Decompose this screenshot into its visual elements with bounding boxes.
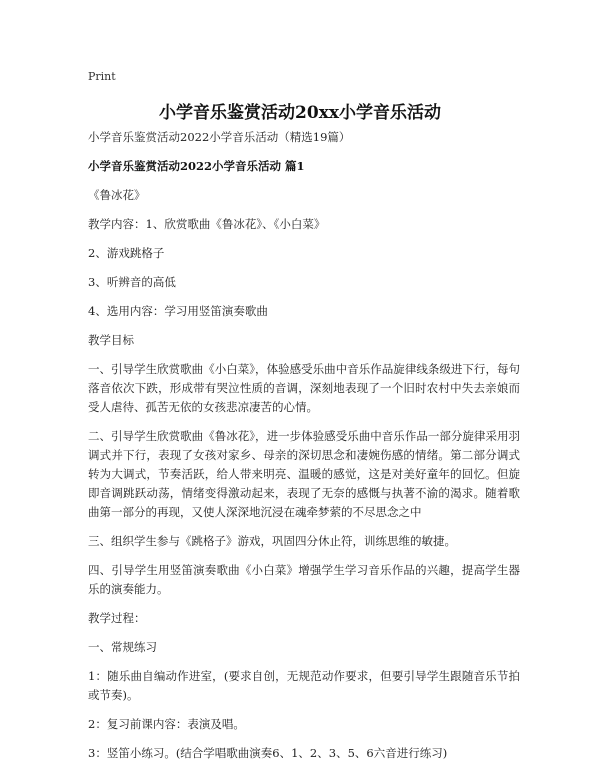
goal-paragraph-3: 三、组织学生参与《跳格子》游戏，巩固四分休止符，训练思维的敏捷。 (88, 534, 456, 548)
section-heading: 小学音乐鉴赏活动2022小学音乐活动 篇1 (88, 159, 305, 173)
goal-paragraph-1: 一、引导学生欣赏歌曲《小白菜》，体验感受乐曲中音乐作品旋律线条级进下行，每句落音依次下跌，形成带有哭泣性质的音调，深刻地表现了一个旧时农村中失去亲娘而受人虐待、孤苦无依的女孩悲凉凄苦的心情。 (88, 362, 520, 414)
page-title: 小学音乐鉴赏活动20xx小学音乐活动 (159, 103, 441, 123)
list-item-recorder: 4、选用内容：学习用竖笛演奏歌曲 (88, 304, 268, 318)
document-body (88, 128, 520, 773)
step-1: 1：随乐曲自编动作进室，(要求自创，无规范动作要求，但要引导学生跟随音乐节拍或节奏)。 (88, 669, 520, 702)
song-title: 《鲁冰花》 (88, 188, 146, 202)
goals-heading: 教学目标 (88, 333, 134, 347)
step-3: 3：竖笛小练习。(结合学唱歌曲演奏6、1、2、3、5、6六音进行练习) (88, 746, 448, 760)
goal-paragraph-4: 四、引导学生用竖笛演奏歌曲《小白菜》增强学生学习音乐作品的兴趣，提高学生器乐的演奏能力。 (88, 563, 520, 596)
routine-heading: 一、常规练习 (88, 640, 157, 654)
subtitle: 小学音乐鉴赏活动2022小学音乐活动（精选19篇） (88, 130, 351, 144)
teaching-content-line: 教学内容：1、欣赏歌曲《鲁冰花》、《小白菜》 (88, 217, 326, 231)
print-label: Print (88, 70, 116, 83)
list-item-pitch: 3、听辨音的高低 (88, 275, 176, 289)
list-item-game: 2、游戏跳格子 (88, 246, 165, 260)
step-2: 2：复习前课内容：表演及唱。 (88, 717, 245, 731)
process-heading: 教学过程： (88, 611, 146, 625)
goal-paragraph-2: 二、引导学生欣赏歌曲《鲁冰花》，进一步体验感受乐曲中音乐作品一部分旋律采用羽调式并下行，表现了女孩对家乡、母亲的深切思念和凄婉伤感的情绪。第二部分调式转为大调式，节奏活跃，给人带来明亮、温暖的感觉，这是对美好童年的回忆。但旋即音调跳跃动荡，情绪变得激动起来，表现了无奈的感慨与执著不渝的渴求。随着歌曲第一部分的再现，又使人深深地沉浸在魂牵梦萦的不尽思念之中 (88, 429, 520, 519)
